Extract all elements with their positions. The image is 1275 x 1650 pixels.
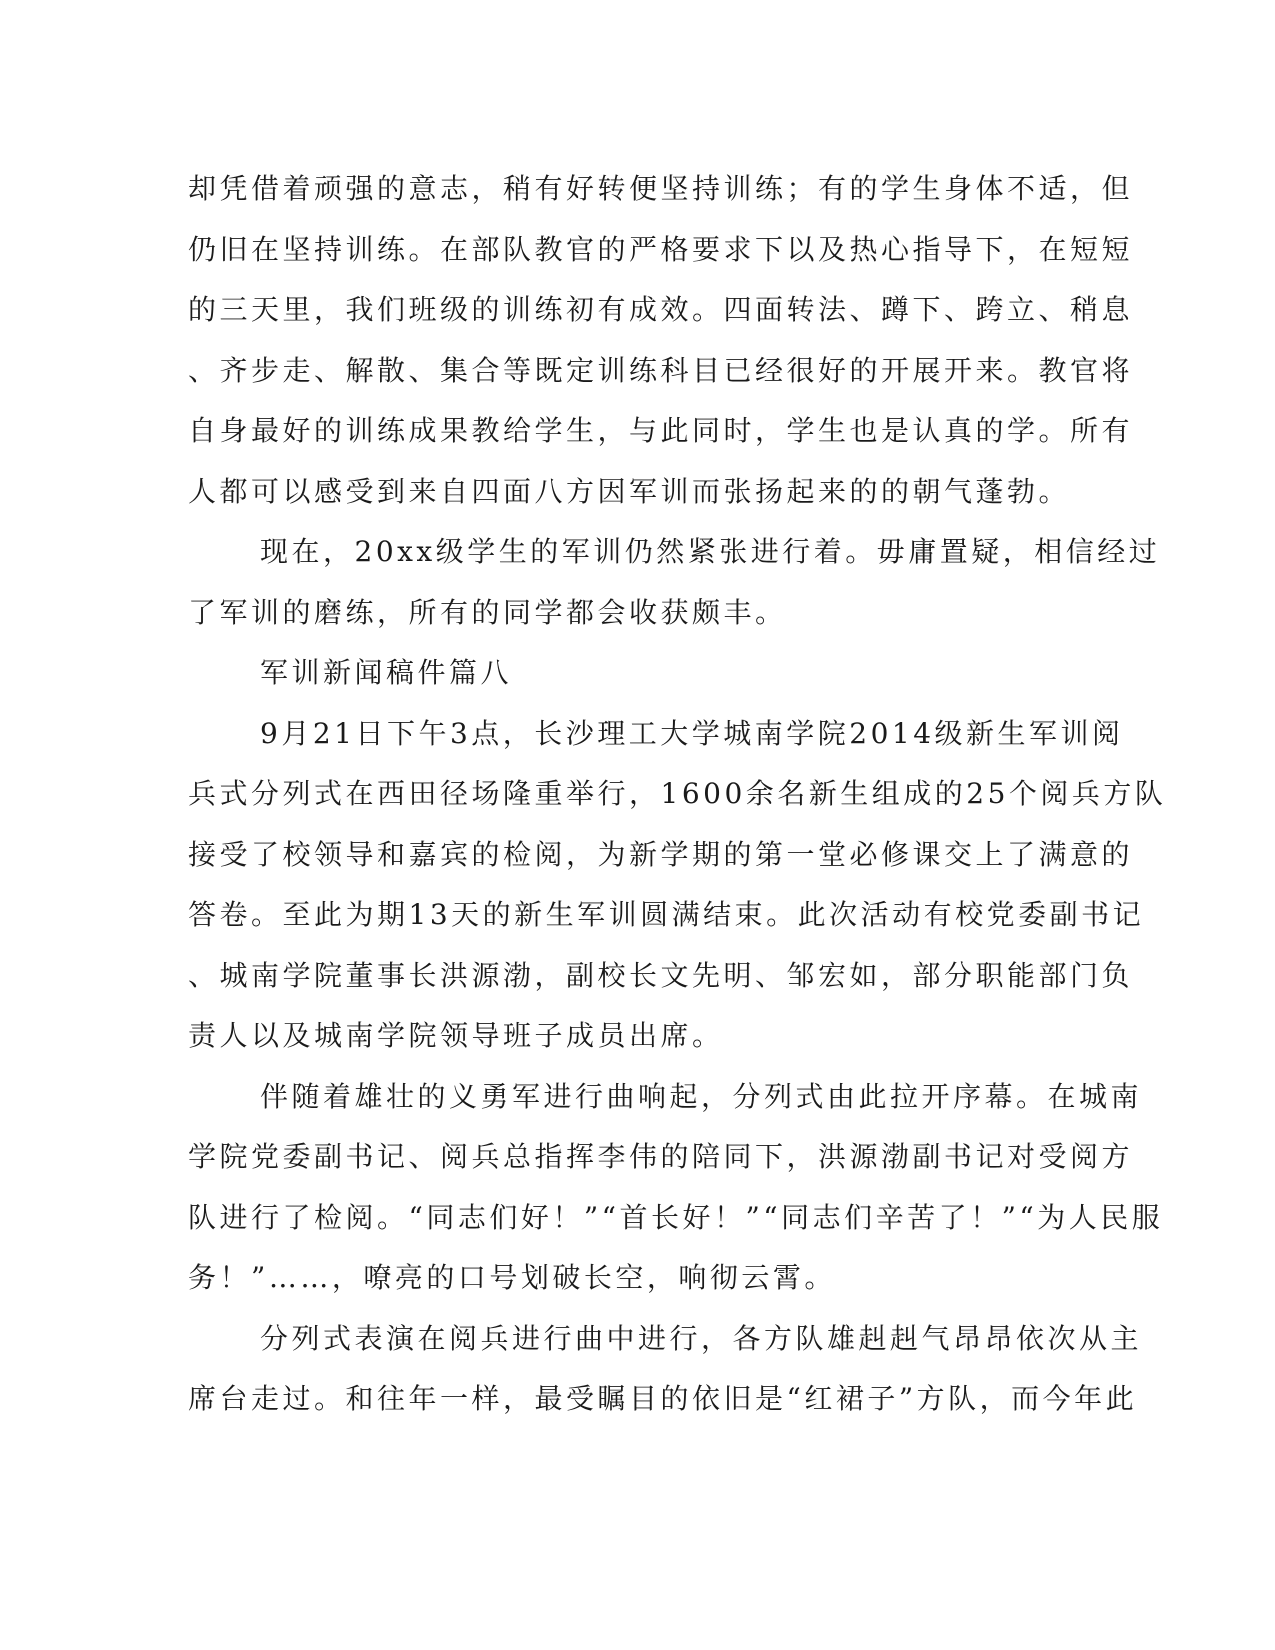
article-body	[188, 159, 1167, 1430]
text-line: 的三天里，我们班级的训练初有成效。四面转法、蹲下、跨立、稍息	[188, 293, 1134, 326]
text-line: 、城南学院董事长洪源渤，副校长文先明、邹宏如，部分职能部门负	[188, 958, 1134, 992]
text-line: 队进行了检阅。“同志们好！”“首长好！”“同志们辛苦了！”“为人民服	[188, 1200, 1164, 1234]
text-line: 、齐步走、解散、集合等既定训练科目已经很好的开展开来。教官将	[188, 353, 1134, 387]
paragraph-start-line: 9月21日下午3点，长沙理工大学城南学院2014级新生军训阅	[260, 716, 1124, 750]
text-line: 兵式分列式在西田径场隆重举行，1600余名新生组成的25个阅兵方队	[188, 777, 1167, 810]
section-heading: 军训新闻稿件篇八	[260, 656, 513, 689]
text-line: 学院党委副书记、阅兵总指挥李伟的陪同下，洪源渤副书记对受阅方	[188, 1140, 1134, 1173]
text-line: 人都可以感受到来自四面八方因军训而张扬起来的的朝气蓬勃。	[188, 474, 1071, 508]
paragraph-start-line: 现在，20xx级学生的军训仍然紧张进行着。毋庸置疑，相信经过	[260, 535, 1161, 568]
text-line: 责人以及城南学院领导班子成员出席。	[188, 1019, 724, 1052]
text-line: 接受了校领导和嘉宾的检阅，为新学期的第一堂必修课交上了满意的	[188, 837, 1134, 871]
paragraph-start-line: 分列式表演在阅兵进行曲中进行，各方队雄赳赳气昂昂依次从主	[260, 1321, 1143, 1355]
text-line: 务！”……，嘹亮的口号划破长空，响彻云霄。	[188, 1261, 836, 1294]
text-line: 自身最好的训练成果教给学生，与此同时，学生也是认真的学。所有	[188, 414, 1134, 447]
text-line: 仍旧在坚持训练。在部队教官的严格要求下以及热心指导下，在短短	[188, 232, 1134, 266]
text-line: 答卷。至此为期13天的新生军训圆满结束。此次活动有校党委副书记	[188, 898, 1145, 931]
text-line: 了军训的磨练，所有的同学都会收获颇丰。	[188, 595, 787, 629]
text-line: 席台走过。和往年一样，最受瞩目的依旧是“红裙子”方队，而今年此	[188, 1382, 1138, 1415]
text-line: 却凭借着顽强的意志，稍有好转便坚持训练；有的学生身体不适，但	[188, 172, 1134, 205]
paragraph-start-line: 伴随着雄壮的义勇军进行曲响起，分列式由此拉开序幕。在城南	[260, 1079, 1143, 1113]
